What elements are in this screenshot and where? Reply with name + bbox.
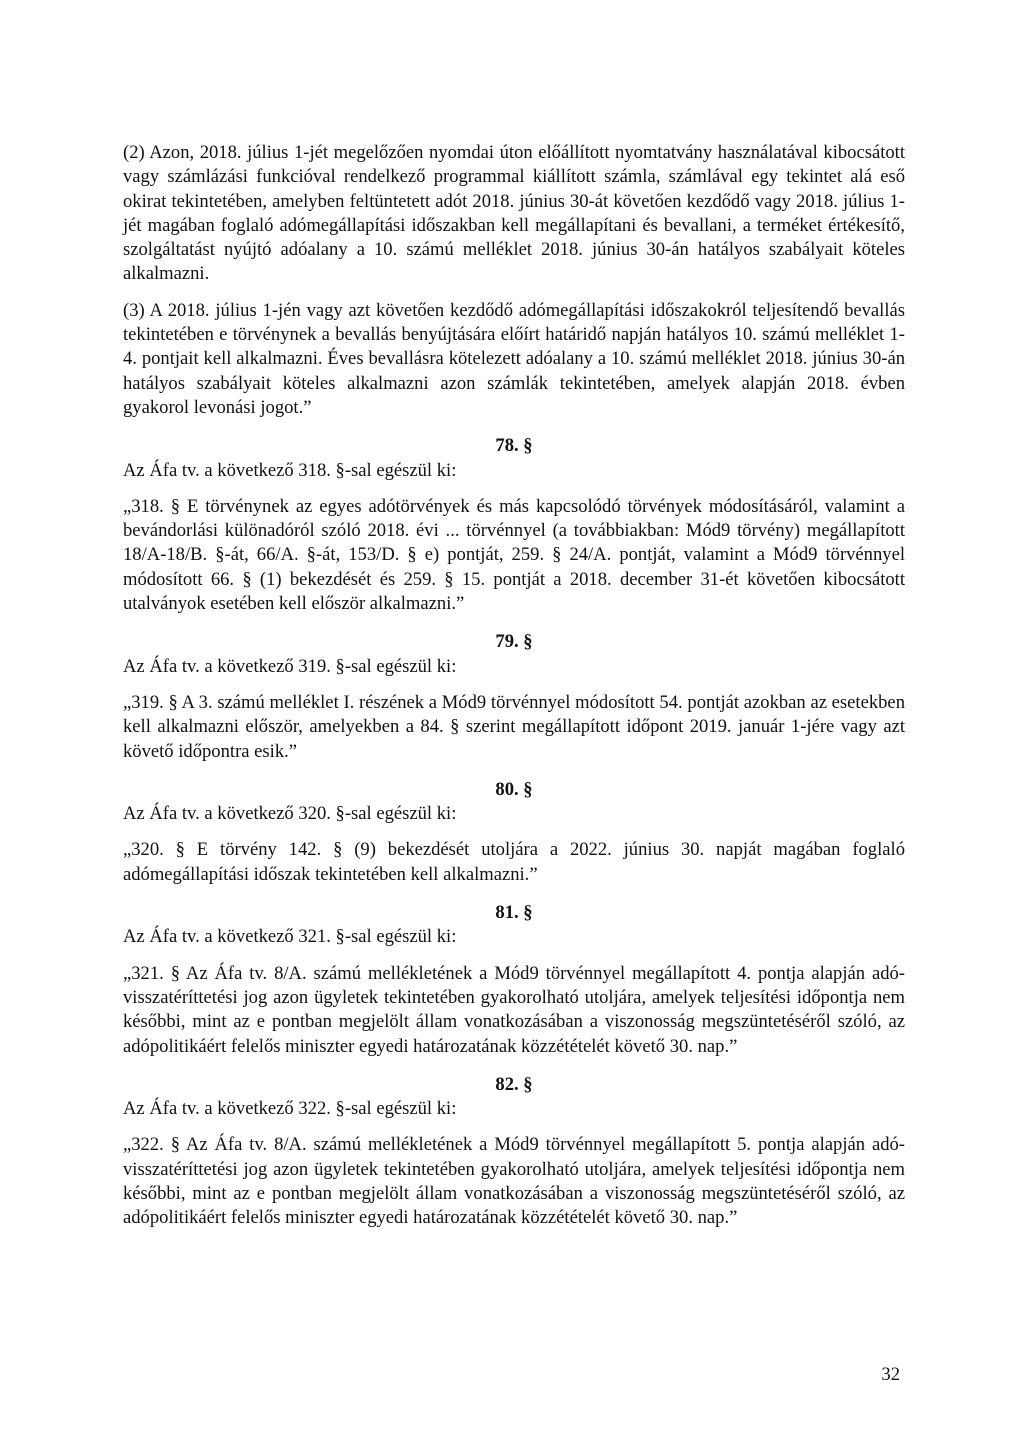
section-intro-82: Az Áfa tv. a következő 322. §-sal egészül ki: xyxy=(123,1098,457,1120)
section-heading-80: 80. § xyxy=(495,778,533,800)
section-text-80: „320. § E törvény 142. § (9) bekezdését utoljára a 2022. június 30. napját magában foglaló adómegállapítási időszak tekintetében kell alkalmazni.” xyxy=(123,839,905,885)
section-text-79: „319. § A 3. számú melléklet I. részének a Mód9 törvénnyel módosított 54. pontját azokban az esetekben kell alkalmazni először, amelyekben a 84. § szerint megállapított időpont 2019. január 1-jére vagy azt követő időpontra esik.” xyxy=(123,691,905,762)
paragraph-3: (3) A 2018. július 1-jén vagy azt követően kezdődő adómegállapítási időszakokról teljesítendő bevallás tekintetében e törvénynek a bevallás benyújtására előírt határidő napján hatályos 10. számú melléklet 1-4. pontjait kell alkalmazni. Éves bevallásra kötelezett adóalany a 10. számú melléklet 2018. június 30-án hatályos szabályait köteles alkalmazni azon számlák tekintetében, amelyek alapján 2018. évben gyakorol levonási jogot.” xyxy=(123,299,905,418)
section-heading-79: 79. § xyxy=(495,631,533,653)
section-text-81: „321. § Az Áfa tv. 8/A. számú mellékletének a Mód9 törvénnyel megállapított 4. pontja alapján adó-visszatéríttetési jog azon ügyletek tekintetében gyakorolható utoljára, amelyek teljesítési időpontja nem későbbi, mint az e pontban megjelölt állam vonatkozásában a viszonosság megszüntetéséről szóló, az adópolitikáért felelős miniszter egyedi határozatának közzétételét követő 30. nap.” xyxy=(123,962,905,1057)
section-text-82: „322. § Az Áfa tv. 8/A. számú mellékletének a Mód9 törvénnyel megállapított 5. pontja alapján adó-visszatéríttetési jog azon ügyletek tekintetében gyakorolható utoljára, amelyek teljesítési időpontja nem későbbi, mint az e pontban megjelölt állam vonatkozásában a viszonosság megszüntetéséről szóló, az adópolitikáért felelős miniszter egyedi határozatának közzétételét követő 30. nap.” xyxy=(123,1134,905,1229)
section-intro-78: Az Áfa tv. a következő 318. §-sal egészül ki: xyxy=(123,459,457,481)
document-page xyxy=(123,141,905,1231)
section-heading-82: 82. § xyxy=(495,1073,533,1095)
paragraph-2: (2) Azon, 2018. július 1-jét megelőzően nyomdai úton előállított nyomtatvány használatával kibocsátott vagy számlázási funkcióval rendelkező programmal kiállított számla, számlával egy tekintet alá eső okirat tekintetében, amelyben feltüntetett adót 2018. június 30-át követően kezdődő vagy 2018. július 1-jét magában foglaló adómegállapítási időszakban kell megállapítani és bevallani, a terméket értékesítő, szolgáltatást nyújtó adóalany a 10. számú melléklet 2018. június 30-án hatályos szabályait köteles alkalmazni. xyxy=(123,142,905,285)
section-text-78: „318. § E törvénynek az egyes adótörvények és más kapcsolódó törvények módosításáról, valamint a bevándorlási különadóról szóló 2018. évi ... törvénnyel (a továbbiakban: Mód9 törvény) megállapított 18/A-18/B. §-át, 66/A. §-át, 153/D. § e) pontját, 259. § 24/A. pontját, valamint a Mód9 törvénnyel módosított 66. § (1) bekezdését és 259. § 15. pontját a 2018. december 31-ét követően kibocsátott utalványok esetében kell először alkalmazni.” xyxy=(123,495,905,615)
section-heading-78: 78. § xyxy=(495,435,533,457)
section-intro-79: Az Áfa tv. a következő 319. §-sal egészül ki: xyxy=(123,655,457,677)
section-intro-80: Az Áfa tv. a következő 320. §-sal egészül ki: xyxy=(123,803,457,825)
section-intro-81: Az Áfa tv. a következő 321. §-sal egészül ki: xyxy=(123,926,457,948)
page-number: 32 xyxy=(881,1364,900,1385)
section-heading-81: 81. § xyxy=(495,902,533,924)
